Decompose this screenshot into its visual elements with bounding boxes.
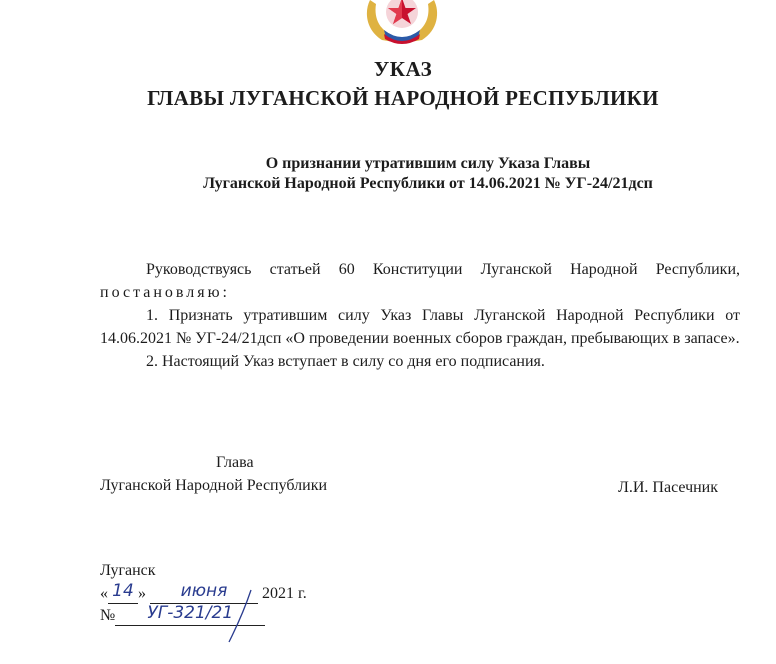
decree-item-2: 2. Настоящий Указ вступает в силу со дня его подписания. bbox=[146, 353, 545, 370]
issue-date bbox=[100, 583, 307, 605]
date-day: 14 bbox=[112, 581, 134, 601]
signature-title-line-1: Глава bbox=[216, 454, 254, 471]
date-close-quote: » bbox=[138, 585, 146, 602]
decree-subject-line-1: О признании утратившим силу Указа Главы bbox=[265, 155, 591, 172]
decree-subject-line-2: Луганской Народной Республики от 14.06.2021 № УГ-24/21дсп bbox=[203, 175, 653, 192]
decree-item-1: 1. Признать утратившим силу Указ Главы Луганской Народной Республики от 14.06.2021 № УГ-24/21дсп «О проведении военных сборов граждан, пребывающих в запасе». bbox=[100, 307, 740, 347]
republic-emblem-icon bbox=[360, 0, 444, 44]
decree-body bbox=[100, 258, 740, 373]
signatory-name: Л.И. Пасечник bbox=[618, 479, 719, 496]
decree-preamble bbox=[100, 258, 740, 304]
date-year: 2021 г. bbox=[262, 585, 307, 602]
decree-title: УКАЗ bbox=[373, 57, 433, 81]
number-value: УГ-321/21 bbox=[147, 603, 234, 623]
issue-city: Луганск bbox=[100, 562, 156, 579]
decree-issuer: ГЛАВЫ ЛУГАНСКОЙ НАРОДНОЙ РЕСПУБЛИКИ bbox=[147, 86, 659, 110]
handwritten-stroke-icon bbox=[225, 586, 255, 646]
preamble-text: Руководствуясь статьей 60 Конституции Луганской Народной Республики, bbox=[146, 261, 740, 278]
number-sign: № bbox=[100, 607, 116, 624]
signature-title-line-2: Луганской Народной Республики bbox=[100, 477, 328, 494]
decree-word: постановляю: bbox=[100, 284, 230, 301]
date-month: июня bbox=[180, 581, 228, 601]
date-open-quote: « bbox=[100, 585, 108, 602]
date-day-blank bbox=[108, 583, 138, 604]
